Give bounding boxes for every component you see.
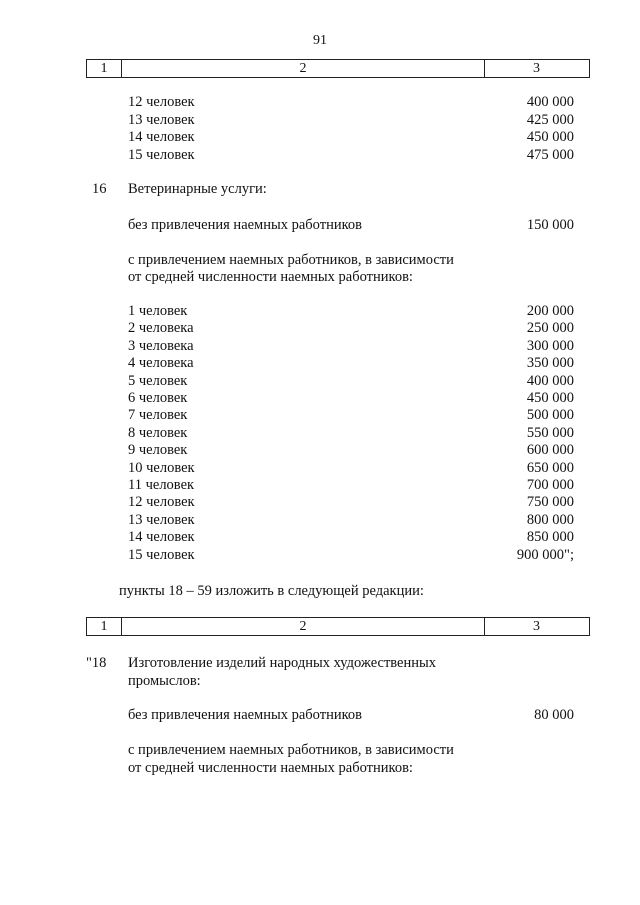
- table-header-top: [86, 59, 590, 78]
- header-col-1: 1: [100, 619, 108, 634]
- row-value: 450 000: [526, 129, 574, 146]
- table-header-bottom: [86, 617, 590, 636]
- row-label: 10 человек: [128, 459, 195, 476]
- row-label: 7 человек: [128, 407, 188, 424]
- row-value: 250 000: [526, 320, 574, 337]
- header-col-3: 3: [533, 61, 540, 76]
- row-value: 600 000: [526, 442, 574, 459]
- item-18-no-hire-label: без привлечения наемных работников: [128, 707, 362, 723]
- header-col-2: 2: [121, 618, 485, 635]
- header-col-1: 1: [100, 61, 108, 76]
- row-label: 13 человек: [128, 111, 195, 128]
- row-label: 5 человек: [128, 372, 188, 389]
- row-label: 14 человек: [128, 129, 195, 146]
- item-18-hire-line-1: с привлечением наемных работников, в зависимости: [128, 742, 454, 758]
- row-value: 300 000: [526, 337, 574, 354]
- page-number: 91: [313, 33, 327, 48]
- row-value: 400 000: [526, 94, 574, 110]
- row-label: 4 человека: [128, 355, 194, 372]
- row-label: 9 человек: [128, 442, 188, 459]
- row-value: 475 000: [526, 146, 574, 163]
- row-label: 14 человек: [128, 529, 195, 546]
- item-16-hire-line-2: от средней численности наемных работников:: [128, 269, 413, 285]
- row-label: 12 человек: [128, 94, 195, 110]
- row-label: 2 человека: [128, 320, 194, 337]
- row-value: 450 000: [526, 390, 574, 406]
- row-label: 13 человек: [128, 511, 195, 528]
- row-label: 8 человек: [128, 424, 188, 441]
- item-16-no-hire-value: 150 000: [526, 217, 574, 233]
- row-label: 1 человек: [128, 303, 188, 319]
- row-label: 11 человек: [128, 477, 195, 493]
- row-value: 425 000: [526, 111, 574, 128]
- item-16-hire-line-1: с привлечением наемных работников, в зависимости: [128, 252, 454, 268]
- row-label: 12 человек: [128, 494, 195, 511]
- header-col-3: 3: [533, 619, 540, 634]
- item-18-title-line-2: промыслов:: [128, 673, 201, 689]
- instruction-text: пункты 18 – 59 изложить в следующей редакции:: [119, 583, 424, 599]
- row-value: 500 000: [526, 407, 574, 424]
- row-value: 400 000: [526, 372, 574, 389]
- row-value: 650 000: [526, 459, 574, 476]
- row-label: 15 человек: [128, 146, 195, 163]
- item-18-number: "18: [86, 655, 107, 671]
- row-value: 200 000: [526, 303, 574, 319]
- item-16-number: 16: [92, 181, 107, 197]
- row-value: 900 000";: [516, 546, 574, 563]
- item-18-title-line-1: Изготовление изделий народных художественных: [128, 655, 437, 671]
- row-value: 550 000: [526, 424, 574, 441]
- row-label: 15 человек: [128, 546, 195, 563]
- row-value: 700 000: [526, 477, 574, 493]
- header-col-2: 2: [121, 60, 485, 77]
- row-value: 750 000: [526, 494, 574, 511]
- row-value: 850 000: [526, 529, 574, 546]
- row-label: 6 человек: [128, 390, 188, 406]
- item-18-hire-line-2: от средней численности наемных работников:: [128, 760, 413, 776]
- item-16-title: Ветеринарные услуги:: [128, 181, 267, 197]
- item-16-no-hire-label: без привлечения наемных работников: [128, 217, 362, 233]
- item-18-no-hire-value: 80 000: [534, 707, 574, 723]
- row-value: 800 000: [526, 511, 574, 528]
- row-value: 350 000: [526, 355, 574, 372]
- row-label: 3 человека: [128, 337, 194, 354]
